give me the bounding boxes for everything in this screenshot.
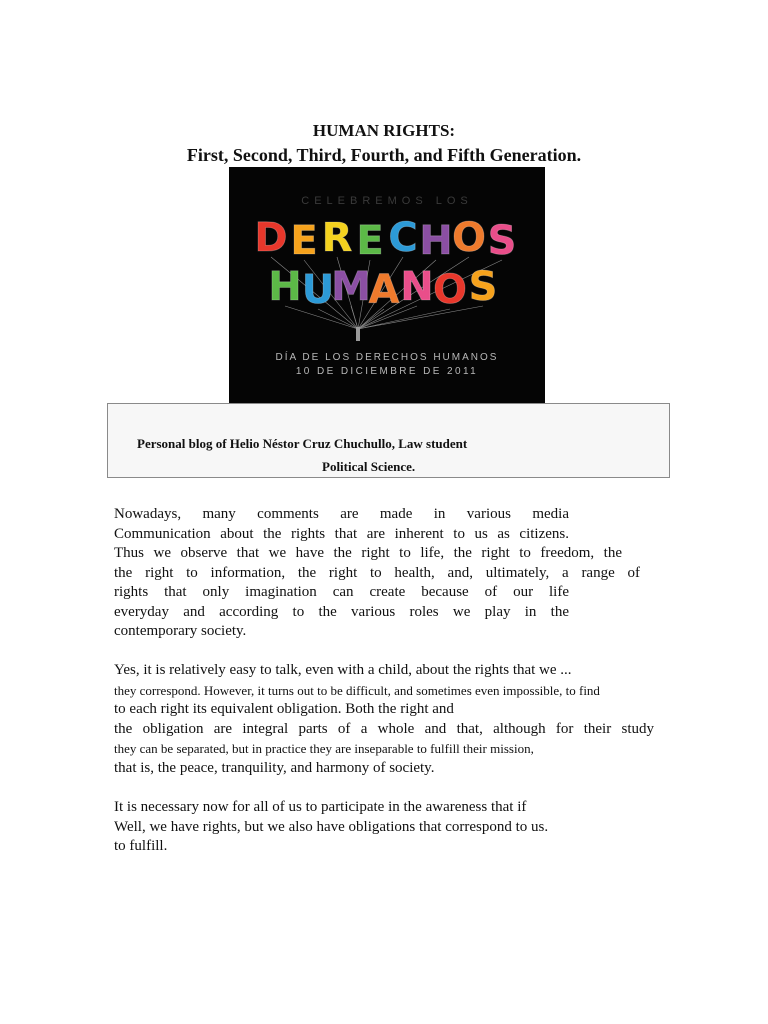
- balloon-letter: A: [368, 267, 400, 313]
- caption-subject: Political Science.: [322, 459, 416, 474]
- balloon-letter: E: [356, 218, 384, 264]
- document-title: [0, 120, 768, 168]
- balloon-letter: S: [468, 264, 498, 310]
- balloon-letter: U: [301, 267, 335, 313]
- paragraph-line: the obligation are integral parts of a whole and that, although for their study: [114, 720, 654, 737]
- paragraph-line: Communication about the rights that are inherent to us as citizens.: [114, 525, 569, 542]
- paragraph-line: they can be separated, but in practice they are inseparable to fulfill their mission,: [114, 741, 534, 756]
- paragraph-line: that is, the peace, tranquility, and harmony of society.: [114, 759, 435, 776]
- paragraph-line: they correspond. However, it turns out to be difficult, and sometimes even impossible, to find: [114, 682, 600, 698]
- balloon-letter: H: [419, 218, 453, 264]
- title-line-1: HUMAN RIGHTS:: [312, 121, 456, 140]
- balloon-letter: H: [268, 264, 302, 310]
- paragraph-3: [114, 798, 640, 857]
- caption-author: Personal blog of Helio Néstor Cruz Chuchullo, Law student: [137, 436, 468, 451]
- balloon-letter: D: [254, 215, 288, 261]
- balloon-letter: N: [400, 264, 434, 310]
- paragraph-line: Yes, it is relatively easy to talk, even with a child, about the rights that we ...: [114, 662, 572, 678]
- poster-bottom-line-1: DÍA DE LOS DERECHOS HUMANOS: [275, 352, 499, 363]
- paragraph-line: Nowadays, many comments are made in various media: [114, 506, 569, 522]
- paragraph-line: everyday and according to the various roles we play in the: [114, 603, 569, 620]
- balloon-letter: R: [321, 215, 353, 261]
- balloon-knot: [356, 327, 360, 341]
- poster-word-derechos: [254, 215, 516, 264]
- balloon-letter: E: [290, 218, 318, 264]
- paragraph-line: rights that only imagination can create because of our life: [114, 584, 569, 600]
- paragraph-line: the right to information, the right to health, and, ultimately, a range of: [114, 564, 640, 581]
- balloon-letter: O: [451, 215, 487, 261]
- title-line-2: First, Second, Third, Fourth, and Fifth Generation.: [186, 145, 582, 165]
- balloon-letter: S: [487, 218, 517, 264]
- balloon-letter: O: [432, 267, 468, 313]
- poster-word-humanos: [268, 264, 497, 313]
- paragraph-line: It is necessary now for all of us to participate in the awareness that if: [114, 799, 527, 815]
- human-rights-poster: [229, 167, 545, 403]
- poster-top-text: CELEBREMOS LOS: [301, 195, 473, 207]
- paragraph-line: contemporary society.: [114, 623, 247, 639]
- paragraph-2: [114, 661, 654, 778]
- paragraph-line: Thus we observe that we have the right to life, the right to freedom, the: [114, 545, 622, 561]
- balloon-letter: M: [331, 264, 371, 310]
- paragraph-line: Well, we have rights, but we also have obligations that correspond to us.: [114, 818, 549, 835]
- paragraph-line: to fulfill.: [114, 838, 168, 854]
- paragraph-1: [114, 505, 640, 642]
- poster-bottom-line-2: 10 DE DICIEMBRE DE 2011: [295, 366, 479, 377]
- blog-caption-box: [107, 403, 670, 478]
- balloon-letter: C: [388, 215, 418, 261]
- paragraph-line: to each right its equivalent obligation. Both the right and: [114, 701, 454, 717]
